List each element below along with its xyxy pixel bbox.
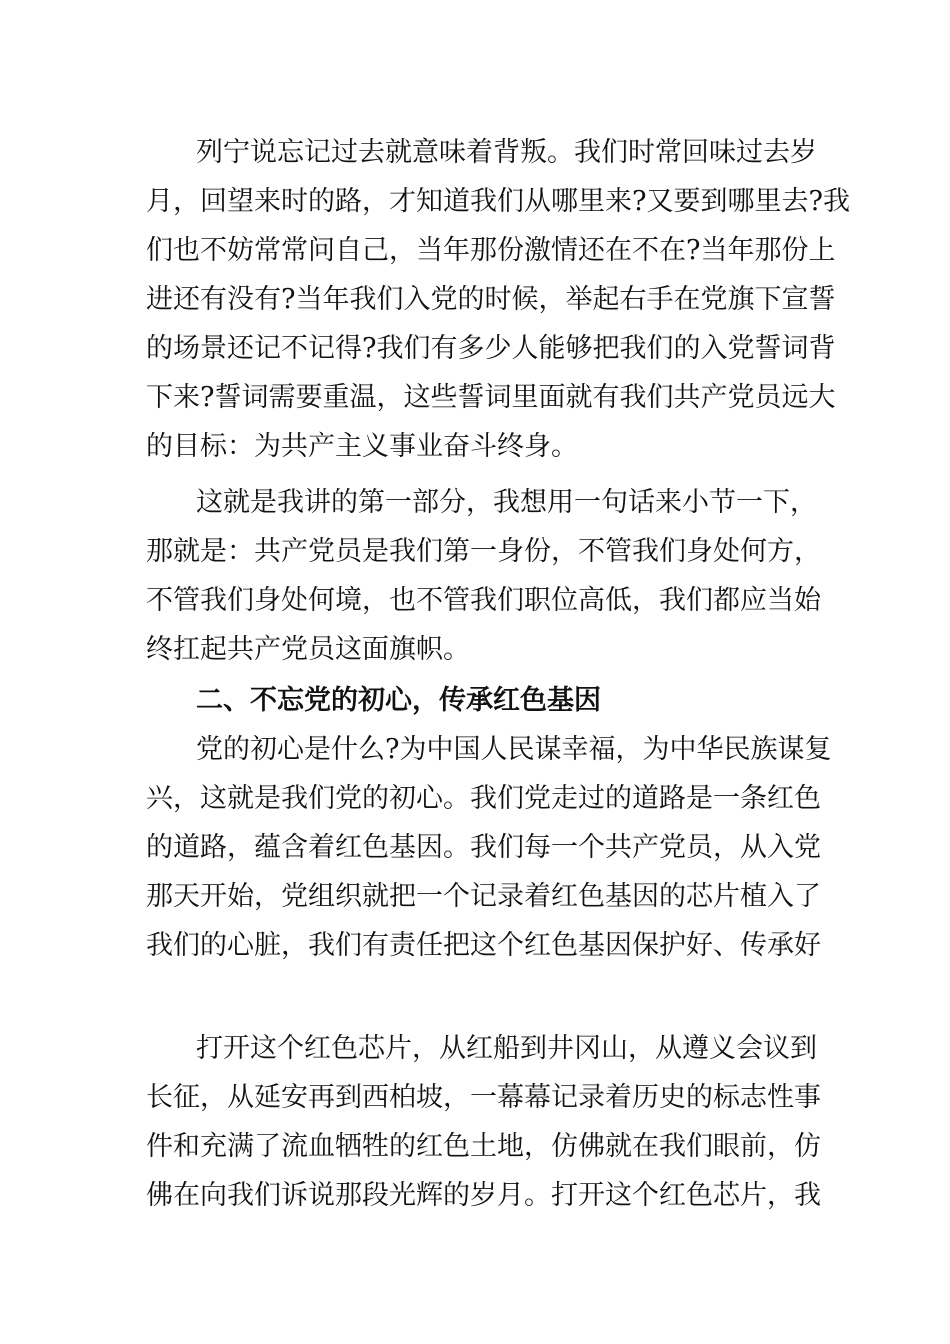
paragraph-1-line-2: 月，回望来时的路，才知道我们从哪里来?又要到哪里去?我 [146, 186, 850, 217]
paragraph-4-line-1: 打开这个红色芯片，从红船到井冈山，从遵义会议到 [196, 1033, 817, 1064]
paragraph-2-line-3: 不管我们身处何境，也不管我们职位高低，我们都应当始 [146, 585, 821, 616]
paragraph-2-line-4: 终扛起共产党员这面旗帜。 [146, 634, 470, 665]
paragraph-3-line-5: 我们的心脏，我们有责任把这个红色基因保护好、传承好 [146, 930, 821, 961]
paragraph-2-line-2: 那就是：共产党员是我们第一身份，不管我们身处何方， [146, 536, 821, 567]
paragraph-1-line-1: 列宁说忘记过去就意味着背叛。我们时常回味过去岁 [196, 137, 817, 168]
paragraph-1-line-6: 下来?誓词需要重温，这些誓词里面就有我们共产党员远大 [146, 382, 836, 413]
section-heading: 二、不忘党的初心，传承红色基因 [196, 685, 601, 716]
paragraph-1-line-7: 的目标：为共产主义事业奋斗终身。 [146, 431, 578, 462]
paragraph-3-line-3: 的道路，蕴含着红色基因。我们每一个共产党员，从入党 [146, 832, 821, 863]
paragraph-1-line-3: 们也不妨常常问自己，当年那份激情还在不在?当年那份上 [146, 235, 836, 266]
paragraph-3-line-1: 党的初心是什么?为中国人民谋幸福，为中华民族谋复 [196, 734, 832, 765]
paragraph-3-line-2: 兴，这就是我们党的初心。我们党走过的道路是一条红色 [146, 783, 821, 814]
paragraph-2-line-1: 这就是我讲的第一部分，我想用一句话来小节一下， [196, 487, 817, 518]
paragraph-1-line-5: 的场景还记不记得?我们有多少人能够把我们的入党誓词背 [146, 333, 836, 364]
paragraph-4-line-4: 佛在向我们诉说那段光辉的岁月。打开这个红色芯片，我 [146, 1180, 821, 1211]
paragraph-4-line-3: 件和充满了流血牺牲的红色土地，仿佛就在我们眼前，仿 [146, 1131, 821, 1162]
paragraph-3-line-4: 那天开始，党组织就把一个记录着红色基因的芯片植入了 [146, 881, 821, 912]
paragraph-4-line-2: 长征，从延安再到西柏坡，一幕幕记录着历史的标志性事 [146, 1082, 821, 1113]
paragraph-1-line-4: 进还有没有?当年我们入党的时候，举起右手在党旗下宣誓 [146, 284, 836, 315]
